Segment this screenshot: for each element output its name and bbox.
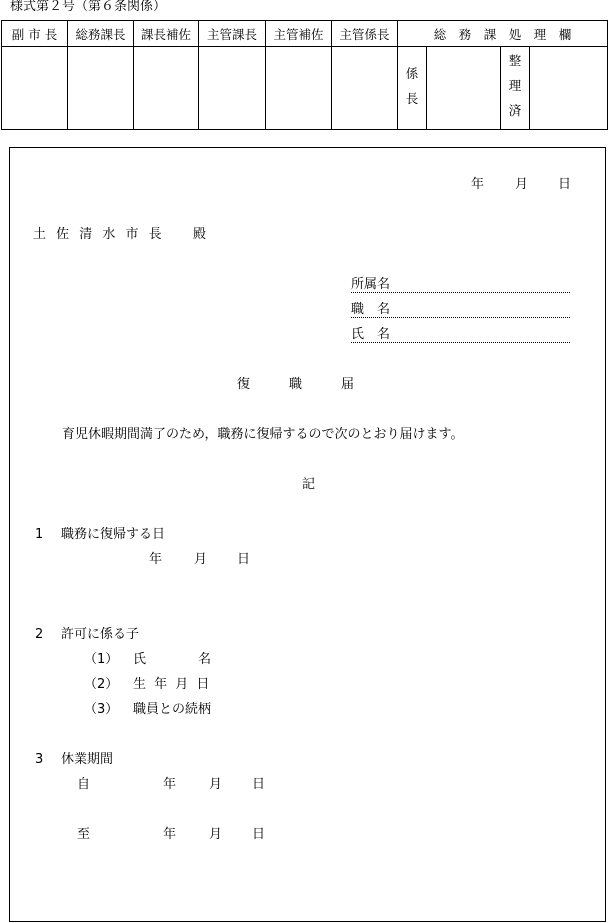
item3-from-month: 月 (209, 777, 223, 792)
document-title: 復 職 届 (237, 377, 355, 392)
item2-sub1-label: 氏 名 (133, 652, 212, 667)
position-line (351, 317, 570, 318)
approval-cell (530, 47, 608, 130)
item1-day: 日 (237, 552, 251, 567)
item2-sub2-num: （2） (84, 677, 119, 692)
approval-header-section-head: 主管係長 (332, 21, 398, 47)
approval-cell (427, 47, 501, 130)
name-line (351, 342, 570, 343)
item1-label: 職務に復帰する日 (61, 527, 166, 542)
approval-header-section-chief: 主管課長 (199, 21, 266, 47)
date-year: 年 (471, 177, 485, 192)
affiliation-line (351, 292, 570, 293)
item2-sub1-num: （1） (84, 652, 119, 667)
item2-sub3-num: （3） (84, 702, 119, 717)
name-label: 氏 名 (351, 327, 391, 342)
affiliation-label: 所属名 (351, 277, 391, 292)
approval-cell (2, 47, 68, 130)
item2-label: 許可に係る子 (61, 627, 140, 642)
approval-header-deputy-mayor: 副 市 長 (2, 21, 68, 47)
approval-header-assistant-chief: 課長補佐 (134, 21, 199, 47)
approval-cell (332, 47, 398, 130)
item1-month: 月 (194, 552, 208, 567)
date-day: 日 (558, 177, 572, 192)
item3-to-month: 月 (209, 827, 223, 842)
item3-from-year: 年 (163, 777, 177, 792)
item2-sub2-label: 生 年 月 日 (133, 677, 212, 692)
approval-subcol-chief: 係 長 (398, 47, 427, 130)
item3-to: 至 (77, 827, 91, 842)
item1-number: 1 (35, 527, 44, 542)
item3-to-day: 日 (252, 827, 266, 842)
honorific: 殿 (193, 227, 207, 242)
item1-year: 年 (149, 552, 163, 567)
form-id: 様式第２号（第６条関係） (10, 0, 167, 14)
approval-header-general-affairs-chief: 総務課長 (68, 21, 134, 47)
approval-header-section-assistant: 主管補佐 (266, 21, 332, 47)
body-text: 育児休暇期間満了のため，職務に復帰するので次のとおり届けます。 (62, 427, 464, 442)
approval-table (1, 20, 608, 130)
addressee: 土 佐 清 水 市 長 (33, 227, 165, 242)
position-label: 職 名 (351, 302, 391, 317)
ki-heading: 記 (302, 477, 316, 492)
item3-label: 休業期間 (61, 752, 114, 767)
approval-subcol-processed: 整 理 済 (501, 47, 530, 130)
approval-header-processing: 総 務 課 処 理 欄 (398, 21, 608, 47)
item3-from: 自 (77, 777, 91, 792)
item3-to-year: 年 (163, 827, 177, 842)
item2-number: 2 (35, 627, 44, 642)
approval-cell (68, 47, 134, 130)
approval-cell (266, 47, 332, 130)
item3-from-day: 日 (252, 777, 266, 792)
approval-cell (134, 47, 199, 130)
item2-sub3-label: 職員との続柄 (133, 702, 212, 717)
date-month: 月 (515, 177, 529, 192)
approval-cell (199, 47, 266, 130)
item3-number: 3 (35, 752, 44, 767)
